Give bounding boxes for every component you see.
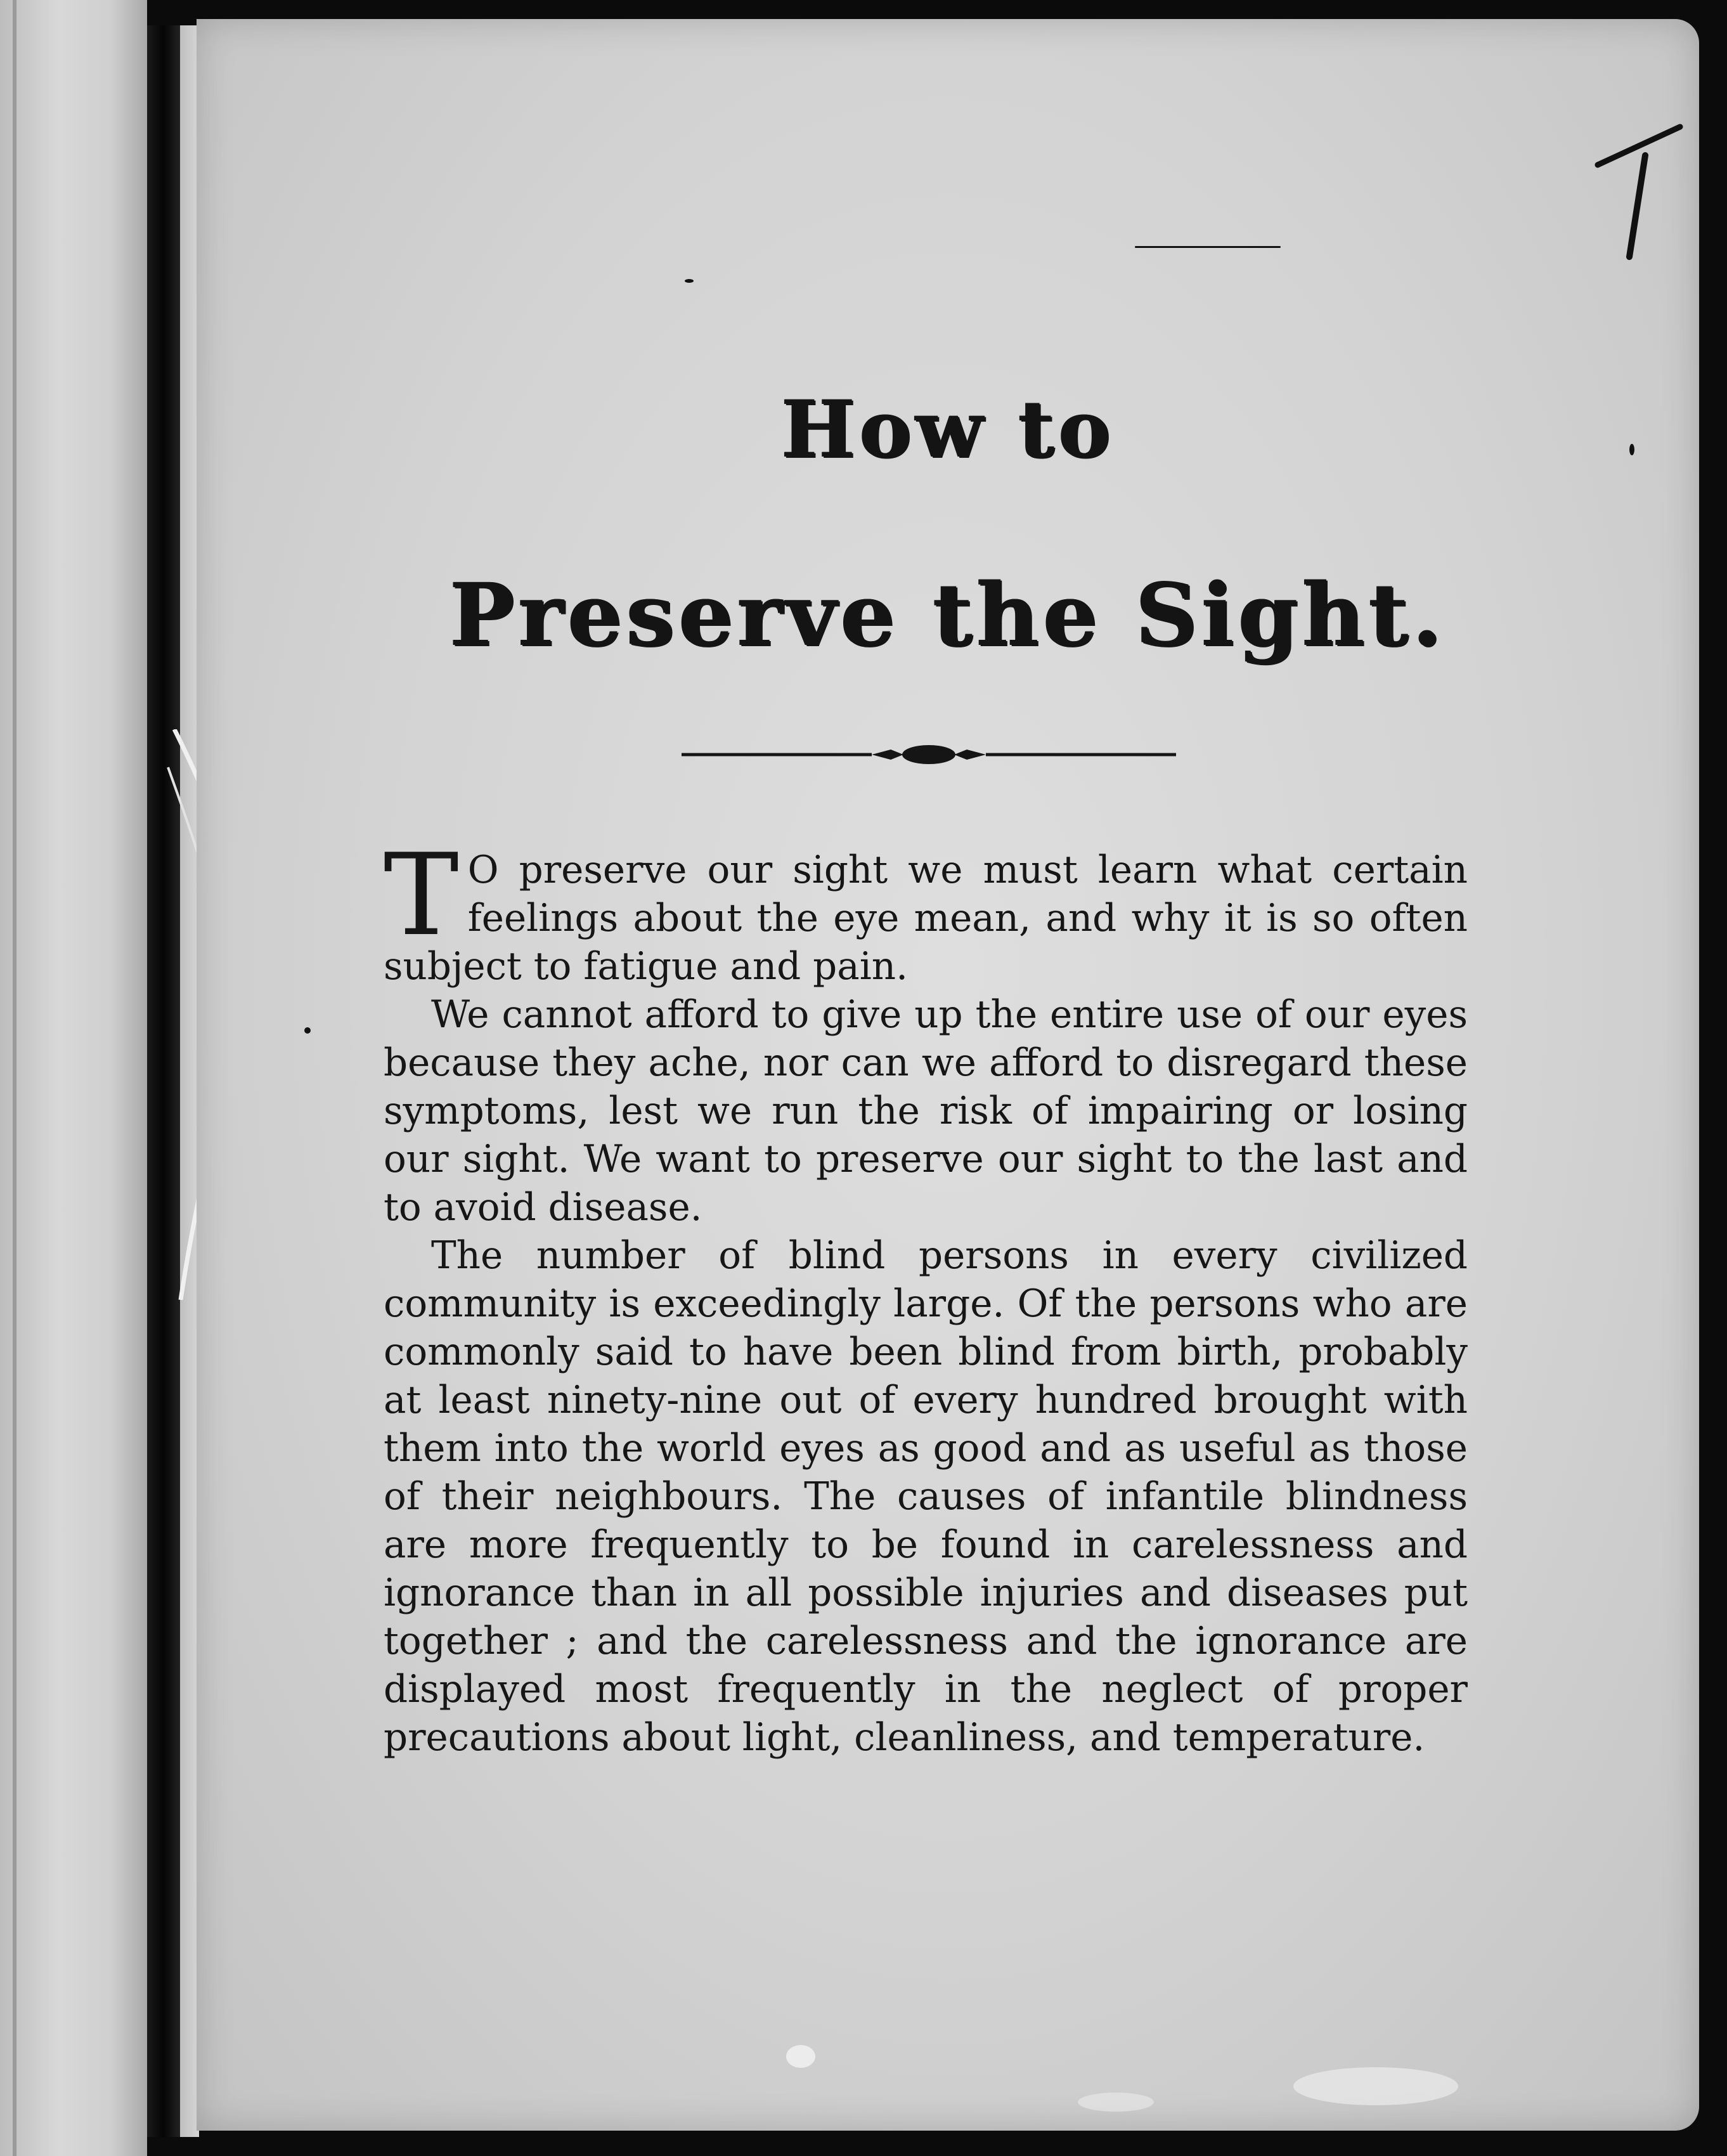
ink-speck (304, 1027, 311, 1034)
adjacent-page-strip (0, 0, 147, 2156)
page-crease (13, 0, 16, 2156)
scan-fleck (1293, 2067, 1458, 2105)
paragraph-3: The number of blind persons in every civilized community is exceedingly large. Of the persons who are commonly said to have been blind from birth, probably at least ninety-nine out of every hundred brought with them into the world eyes as good and as useful as those of their neighbours. The causes of infantile blindness are more frequently to be found in carelessness and ignorance than in all possible injuries and diseases put together ; and the carelessness and the ignorance are displayed most frequently in the neglect of proper precautions about light, cleanliness, and temperature. (384, 1234, 1468, 1760)
ink-speck (1629, 444, 1634, 455)
paragraph-2: We cannot afford to give up the entire use of our eyes because they ache, nor can we afford to disregard these symptoms, lest we run the risk of impairing or losing our sight. We want to preserve our sight to the last and to avoid disease. (384, 993, 1468, 1230)
scan-fleck (1078, 2093, 1154, 2112)
drop-cap: T (384, 829, 459, 961)
page-number-text: 1 (1585, 120, 1586, 121)
paragraph-1 (384, 829, 1468, 991)
ink-speck (685, 279, 694, 283)
ornamental-divider (682, 742, 1176, 767)
paragraph-1-text: O preserve our sight we must learn what certain feelings about the eye mean, and why it is so often subject to fatigue and pain. (384, 848, 1468, 989)
body-text (384, 829, 1468, 1762)
title-line-1: How to (781, 384, 1115, 476)
title-line-2: Preserve the Sight. (450, 564, 1446, 666)
handwritten-page-number (1585, 120, 1699, 273)
scan-fleck (786, 2045, 815, 2068)
ink-streak (1135, 246, 1281, 248)
